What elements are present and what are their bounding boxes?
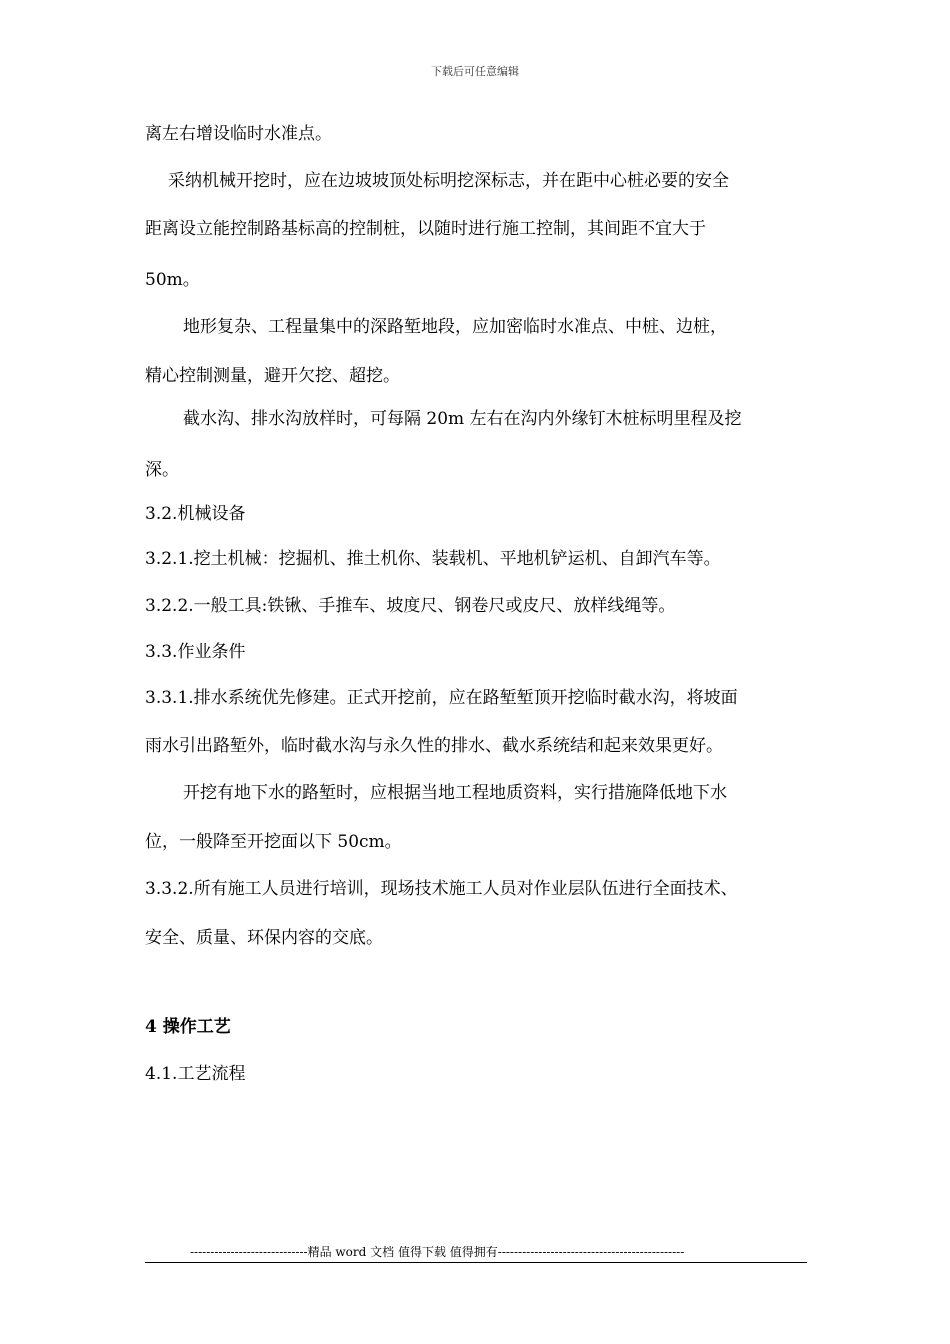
body-line: 3.2.1.挖土机械：挖掘机、推土机你、装载机、平地机铲运机、自卸汽车等。 (145, 549, 721, 569)
body-line: 位，一般降至开挖面以下 50cm。 (145, 832, 402, 852)
footer-divider (145, 1262, 807, 1263)
body-line: 地形复杂、工程量集中的深路堑地段，应加密临时水准点、中桩、边桩， (183, 317, 727, 337)
body-line: 3.3.1.排水系统优先修建。正式开挖前，应在路堑堑顶开挖临时截水沟，将坡面 (145, 688, 738, 708)
body-line: 离左右增设临时水准点。 (145, 124, 332, 144)
page-footer: -----------------------------精品 word 文档 值得下载 值得拥有---------------------------------------------- (190, 1245, 685, 1259)
body-line: 深。 (145, 460, 179, 480)
body-line: 雨水引出路堑外，临时截水沟与永久性的排水、截水系统结和起来效果更好。 (145, 736, 723, 756)
body-line: 安全、质量、环保内容的交底。 (145, 928, 383, 948)
body-line: 精心控制测量，避开欠挖、超挖。 (145, 366, 400, 386)
section-heading: 4.1.工艺流程 (145, 1064, 246, 1084)
chapter-heading: 4 操作工艺 (145, 1017, 231, 1037)
body-line: 3.3.2.所有施工人员进行培训，现场技术施工人员对作业层队伍进行全面技术、 (145, 879, 738, 899)
body-line: 截水沟、排水沟放样时，可每隔 20m 左右在沟内外缘钉木桩标明里程及挖 (183, 409, 742, 429)
body-line: 距离设立能控制路基标高的控制桩，以随时进行施工控制，其间距不宜大于 (145, 219, 706, 239)
section-heading: 3.3.作业条件 (145, 642, 246, 662)
body-line: 50m。 (145, 270, 200, 290)
body-line: 开挖有地下水的路堑时，应根据当地工程地质资料，实行措施降低地下水 (183, 783, 727, 803)
body-line: 采纳机械开挖时，应在边坡坡顶处标明挖深标志，并在距中心桩必要的安全 (168, 171, 729, 191)
section-heading: 3.2.机械设备 (145, 504, 246, 524)
page-header: 下载后可任意编辑 (431, 65, 519, 78)
body-line: 3.2.2.一般工具:铁锹、手推车、坡度尺、钢卷尺或皮尺、放样线绳等。 (145, 596, 676, 616)
